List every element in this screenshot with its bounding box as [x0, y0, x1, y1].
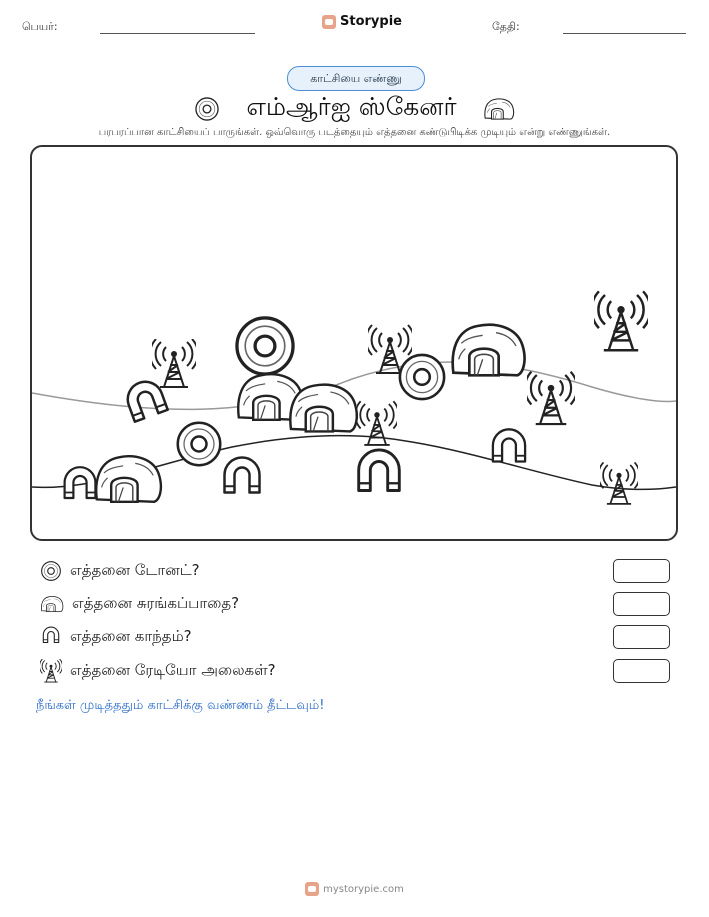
counting-scene [30, 145, 678, 541]
radio-tower-icon [592, 291, 651, 350]
scene-illustration [32, 147, 676, 539]
date-line[interactable] [563, 33, 686, 34]
title-text: எம்ஆர்ஐ ஸ்கேனர் [246, 92, 457, 121]
donut-icon [40, 560, 62, 582]
tunnel-icon [453, 325, 525, 376]
page-title [0, 92, 709, 125]
question-text: எத்தனை டோனட்? [70, 561, 200, 579]
radio-tower-icon [525, 372, 577, 424]
donut-icon [194, 96, 220, 122]
question-magnet [40, 625, 192, 649]
brand [322, 14, 402, 29]
coloring-note: நீங்கள் முடித்ததும் காட்சிக்கு வண்ணம் தீட்டவும்! [36, 698, 325, 713]
question-text: எத்தனை காந்தம்? [70, 627, 192, 645]
brand-name: Storypie [340, 14, 402, 29]
answer-box-magnet[interactable] [613, 625, 670, 649]
magnet-icon [225, 458, 260, 493]
category-pill: காட்சியை எண்ணு [287, 66, 425, 91]
donut-icon [237, 318, 293, 374]
instructions: பரபரப்பான காட்சியைப் பாருங்கள். ஒவ்வொரு படத்தையும் எத்தனை கண்டுபிடிக்க முடியும் என்று எண்ணுங்கள். [98, 127, 611, 138]
storypie-logo-icon [322, 15, 336, 29]
magnet-icon [40, 626, 62, 648]
magnet-icon [359, 450, 400, 491]
question-text: எத்தனை சுரங்கப்பாதை? [72, 594, 240, 612]
magnet-icon [65, 467, 96, 498]
donut-icon [178, 423, 221, 466]
donut-icon [400, 355, 444, 399]
footer-url[interactable]: mystorypie.com [323, 883, 404, 895]
storypie-logo-icon [305, 882, 319, 896]
question-donut [40, 559, 200, 583]
tunnel-icon [483, 96, 515, 122]
radio-tower-icon [150, 339, 198, 387]
tunnel-icon [290, 385, 356, 432]
worksheet-header [0, 14, 709, 38]
magnet-icon [123, 377, 168, 422]
radio-tower-icon [598, 462, 639, 503]
tunnel-icon [40, 594, 64, 614]
radio-tower-icon [40, 659, 62, 683]
question-tunnel [40, 592, 239, 616]
answer-box-radio-tower[interactable] [613, 659, 670, 683]
answer-box-tunnel[interactable] [613, 592, 670, 616]
tunnel-icon [96, 456, 161, 502]
answer-box-donut[interactable] [613, 559, 670, 583]
name-label: பெயர்: [22, 20, 58, 33]
question-text: எத்தனை ரேடியோ அலைகள்? [70, 661, 276, 679]
magnet-icon [493, 429, 525, 461]
question-radio-tower [40, 659, 276, 683]
footer [0, 882, 709, 896]
date-label: தேதி: [492, 20, 520, 33]
name-line[interactable] [100, 33, 255, 34]
